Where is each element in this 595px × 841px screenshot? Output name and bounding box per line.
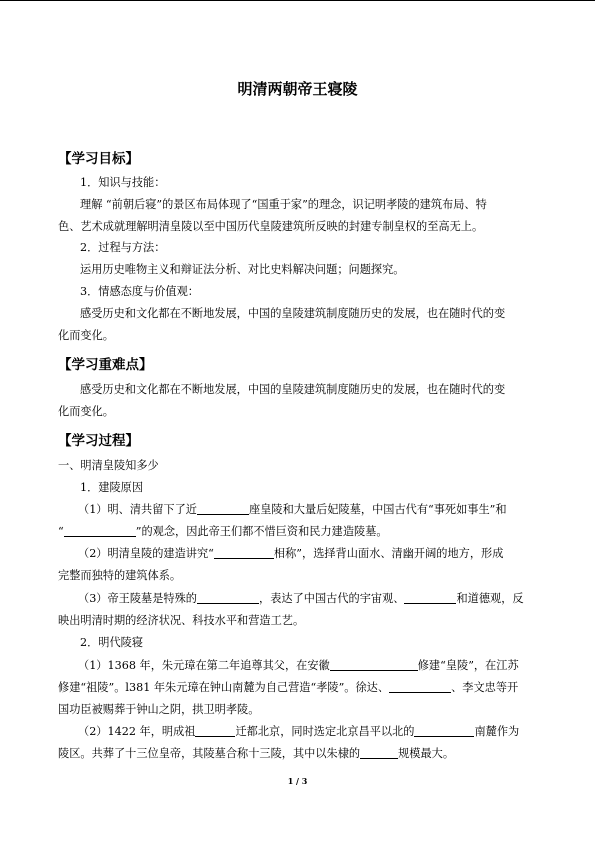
question-1-line-1 [78, 498, 563, 521]
top-rule [0, 0, 595, 1]
text-span: 、李文忠等开 [451, 681, 519, 694]
question-4-line-1 [78, 654, 563, 677]
goals-line-1: 1．知识与技能： [80, 176, 166, 189]
process-subheading-1: 一、明清皇陵知多少 [58, 459, 159, 472]
text-span: “ [58, 525, 64, 538]
question-3-line-2: 映出明清时期的经济状况、科技水平和营造工艺。 [58, 614, 305, 627]
answer-blank[interactable] [197, 502, 249, 515]
goals-line-4: 2．过程与方法： [80, 241, 166, 254]
text-span: 陵区。共葬了十三位皇帝，其陵墓合称十三陵，其中以朱棣的 [58, 747, 361, 760]
text-span: 规模最大。 [398, 747, 455, 760]
process-subheading-1-1: 1．建陵原因 [80, 481, 144, 494]
text-span: 相称”，选择背山面水、清幽开阔的地方，形成 [273, 547, 504, 560]
goals-line-6: 3．情感态度与价值观： [80, 285, 199, 298]
text-span: 和道德观，反 [456, 592, 524, 605]
question-4-line-3: 国功臣被赐葬于钟山之阴，拱卫明孝陵。 [58, 703, 260, 716]
question-4-line-2 [58, 676, 543, 699]
goals-line-3: 色、艺术成就理解明清皇陵以至中国历代皇陵建筑所反映的封建专制皇权的至高无上。 [58, 220, 484, 233]
answer-blank[interactable] [330, 658, 418, 671]
question-2-line-2: 完整而独特的建筑体系。 [58, 569, 182, 582]
answer-blank[interactable] [389, 680, 451, 693]
text-span: （1）明、清共留下了近 [78, 503, 197, 516]
text-span: （1）1368 年，朱元璋在第二年追尊其父，在安徽 [78, 659, 330, 672]
question-5-line-2 [58, 742, 543, 765]
answer-blank[interactable] [64, 524, 136, 537]
text-span: 迁都北京，同时选定北京昌平以北的 [235, 725, 415, 738]
text-span: ”的观念，因此帝王们都不惜巨资和民力建造陵墓。 [135, 525, 388, 538]
section-heading-process: 【学习过程】 [58, 433, 139, 449]
goals-line-7: 感受历史和文化都在不断地发展，中国的皇陵建筑制度随历史的发展，也在随时代的变 [80, 307, 506, 320]
text-span: 修建“祖陵”。l381 年朱元璋在钟山南麓为自己营造“孝陵”。徐达、 [58, 681, 390, 694]
question-5-line-1 [78, 720, 563, 743]
text-span: （3）帝王陵墓是特殊的 [78, 592, 197, 605]
question-3-line-1 [78, 587, 563, 610]
process-subheading-1-2: 2．明代陵寝 [80, 636, 144, 649]
goals-line-2: 理解 “前朝后寝”的景区布局体现了“国重于家”的理念，识记明孝陵的建筑布局、特 [80, 198, 487, 211]
answer-blank[interactable] [404, 591, 456, 604]
answer-blank[interactable] [414, 724, 474, 737]
section-heading-key: 【学习重难点】 [58, 357, 153, 373]
question-2-line-1 [78, 542, 563, 565]
text-span: 修建“皇陵”，在江苏 [417, 659, 519, 672]
answer-blank[interactable] [214, 546, 274, 559]
text-span: （2）明清皇陵的建造讲究“ [78, 547, 214, 560]
answer-blank[interactable] [195, 724, 235, 737]
page-title: 明清两朝帝王寝陵 [237, 80, 358, 98]
answer-blank[interactable] [197, 591, 259, 604]
question-1-line-2 [58, 520, 543, 543]
section-heading-goals: 【学习目标】 [58, 151, 139, 167]
goals-line-5: 运用历史唯物主义和辩证法分析、对比史料解决问题；问题探究。 [80, 263, 405, 276]
key-line-1: 感受历史和文化都在不断地发展，中国的皇陵建筑制度随历史的发展，也在随时代的变 [80, 383, 506, 396]
text-span: 南麓作为 [474, 725, 520, 738]
text-span: （2）1422 年，明成祖 [78, 725, 196, 738]
answer-blank[interactable] [360, 746, 398, 759]
text-span: ，表达了中国古代的宇宙观、 [259, 592, 405, 605]
page-number: 1 / 3 [287, 776, 308, 786]
text-span: 座皇陵和大量后妃陵墓，中国古代有“事死如事生”和 [249, 503, 507, 516]
key-line-2: 化而变化。 [58, 405, 114, 418]
goals-line-8: 化而变化。 [58, 329, 114, 342]
